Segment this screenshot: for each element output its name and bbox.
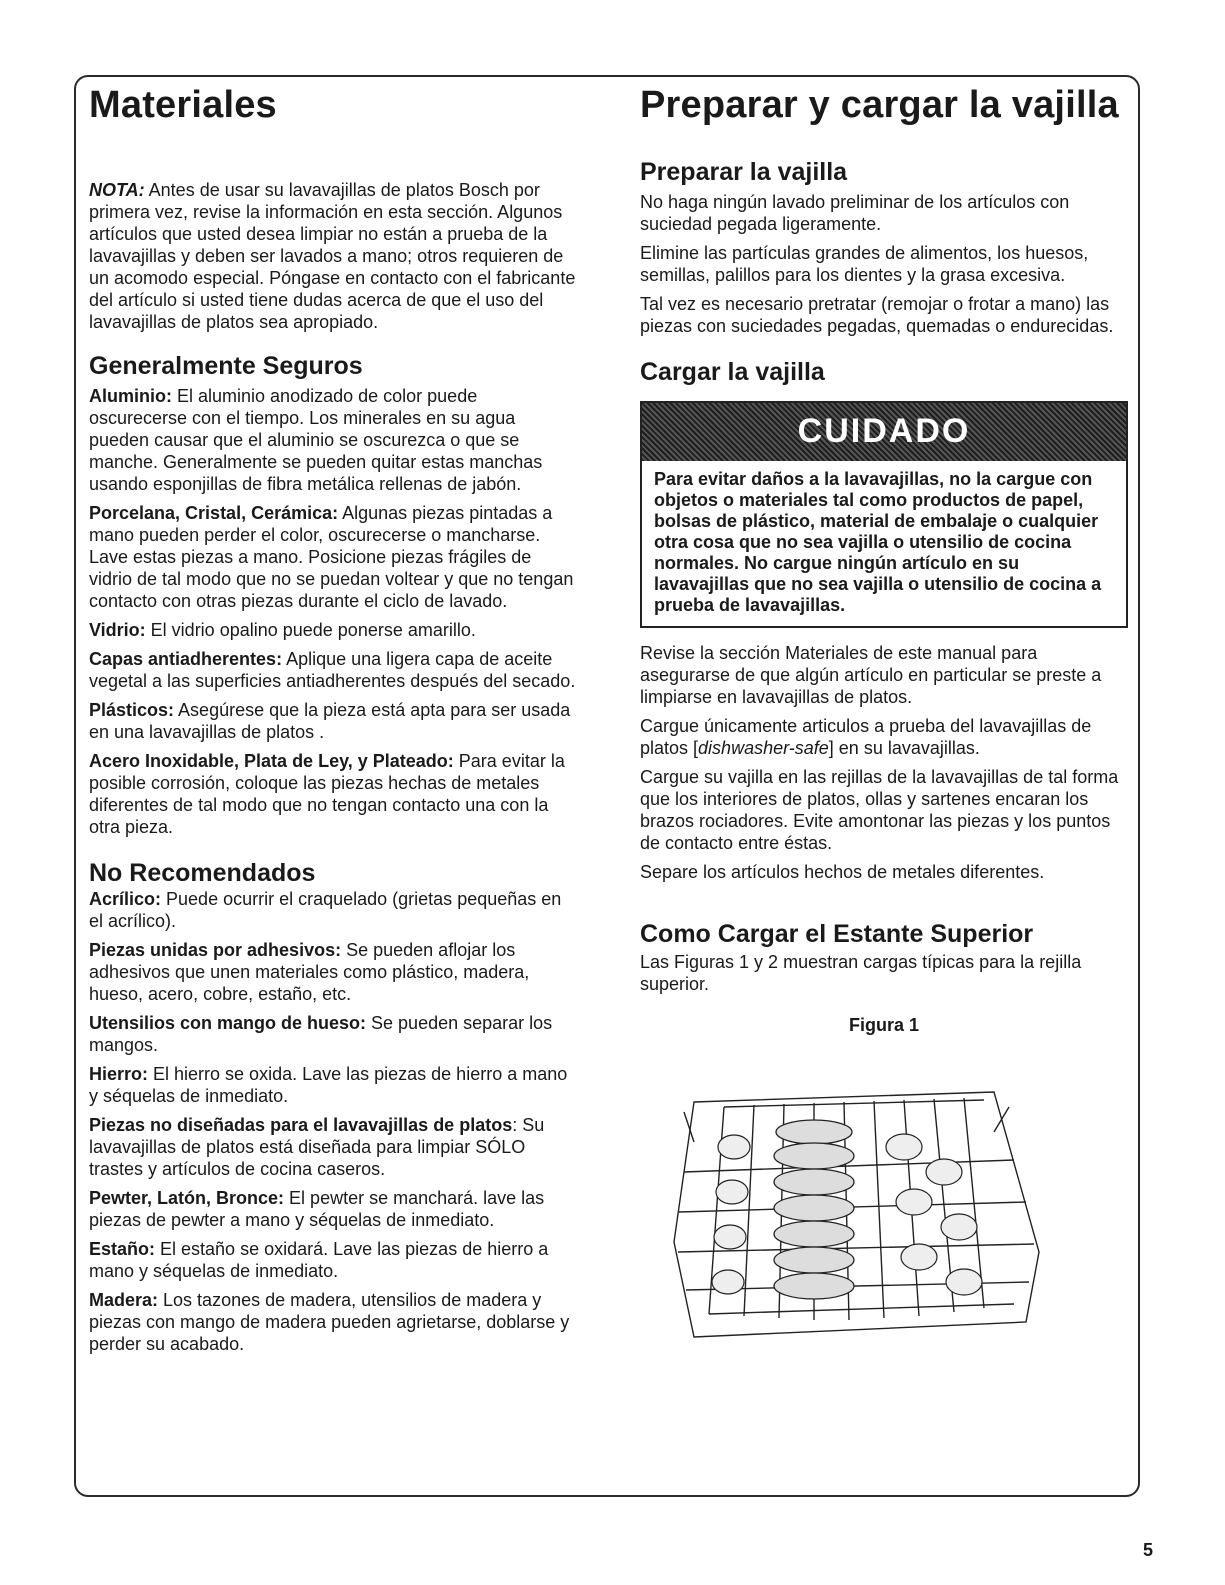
nota-label: NOTA: (89, 179, 145, 200)
material-description: Se pueden separar los mangos. (89, 1012, 553, 1055)
material-label: Madera: (89, 1289, 159, 1310)
prep-paragraph: Elimine las partículas grandes de alimentos, los huesos, semillas, palillos para los dientes y la grasa excesiva. (640, 242, 1089, 285)
caution-box (640, 401, 1128, 628)
material-description: Algunas piezas pintadas a mano pueden perder el color, oscurecerse o mancharse. Lave estas piezas a mano. Posicione piezas frágiles de vidrio de tal modo que no se puedan voltear y que no tengan contacto con otras piezas durante el ciclo de lavado. (89, 502, 574, 611)
material-item (89, 1012, 579, 1056)
material-description: Asegúrese que la pieza está apta para ser usada en una lavavajillas de platos . (89, 699, 571, 742)
upper-rack-illustration (664, 1052, 1044, 1342)
upper-rack-text: Las Figuras 1 y 2 muestran cargas típicas para la rejilla superior. (640, 951, 1082, 994)
nota-paragraph (89, 179, 579, 333)
material-description: : Su lavavajillas de platos está diseñada para limpiar SÓLO trastes y artículos de cocina caseros. (89, 1114, 545, 1179)
material-label: Plásticos: (89, 699, 175, 720)
material-label: Estaño: (89, 1238, 156, 1259)
material-item (89, 939, 579, 1005)
material-description: El aluminio anodizado de color puede oscurecerse con el tiempo. Los minerales en su agua pueden causar que el aluminio se oscurezca o que se manche. Generalmente se pueden quitar estas manchas usando esponjillas de fibra metálica rellenas de jabón. (89, 385, 543, 494)
dishwasher-safe-term: dishwasher-safe (698, 737, 829, 758)
material-label: Aluminio: (89, 385, 172, 406)
safe-items-list (89, 385, 579, 838)
load-paragraph: Revise la sección Materiales de este manual para asegurarse de que algún artículo en particular se preste a limpiarse en lavavajillas de platos. (640, 642, 1102, 707)
material-label: Pewter, Latón, Bronce: (89, 1187, 285, 1208)
page-number: 5 (1142, 1540, 1153, 1560)
estante-superior-heading: Como Cargar el Estante Superior (640, 919, 1034, 948)
material-item (89, 619, 579, 641)
material-label: Piezas unidas por adhesivos: (89, 939, 342, 960)
material-label: Piezas no diseñadas para el lavavajillas de platos (89, 1114, 513, 1135)
preparar-vajilla-heading: Preparar la vajilla (640, 157, 848, 186)
material-item (89, 1289, 579, 1355)
load-p2-end: ] en su lavavajillas. (828, 737, 980, 758)
material-item (89, 385, 579, 495)
material-label: Porcelana, Cristal, Cerámica: (89, 502, 339, 523)
no-recomendados-heading: No Recomendados (89, 858, 316, 887)
caution-title: CUIDADO (797, 412, 971, 451)
load-paragraph-dishwasher-safe (640, 715, 1128, 759)
material-item (89, 648, 579, 692)
material-label: Capas antiadherentes: (89, 648, 283, 669)
generalmente-seguros-heading: Generalmente Seguros (89, 351, 363, 380)
material-label: Vidrio: (89, 619, 146, 640)
material-label: Utensilios con mango de hueso: (89, 1012, 367, 1033)
material-description: El pewter se manchará. lave las piezas de pewter a mano y séquelas de inmediato. (89, 1187, 545, 1230)
nota-text: Antes de usar su lavavajillas de platos Bosch por primera vez, revise la información en esta sección. Algunos artículos que usted desea limpiar no están a prueba de la lavavajillas y deben ser lavados a mano; otros requieren de un acomodo especial. Póngase en contacto con el fabricante del artículo si usted tiene dudas acerca de que el uso del lavavajillas de platos sea apropiado. (89, 179, 576, 332)
material-description: El vidrio opalino puede ponerse amarillo. (145, 619, 476, 640)
material-item (89, 502, 579, 612)
material-item (89, 1238, 579, 1282)
material-item (89, 699, 579, 743)
material-label: Acrílico: (89, 888, 162, 909)
figure-caption: Figura 1 (848, 1014, 919, 1035)
cargar-vajilla-heading: Cargar la vajilla (640, 357, 825, 386)
left-column (89, 84, 579, 1362)
load-paragraph: Cargue su vajilla en las rejillas de la lavavajillas de tal forma que los interiores de platos, ollas y sartenes encaran los brazos rociadores. Evite amontonar las piezas y los puntos de contacto entre éstas. (640, 766, 1119, 853)
not-recommended-list (89, 888, 579, 1355)
caution-text: Para evitar daños a la lavavajillas, no la cargue con objetos o materiales tal como productos de papel, bolsas de plástico, material de embalaje o cualquier otra cosa que no sea vajilla o utensilio de cocina normales. No cargue ningún artículo en su lavavajillas que no sea vajilla o utensilio de cocina a prueba de lavavajillas. (654, 468, 1102, 615)
right-column (640, 84, 1128, 1342)
prep-paragraph: No haga ningún lavado preliminar de los artículos con suciedad pegada ligeramente. (640, 191, 1070, 234)
materiales-title: Materiales (89, 84, 277, 126)
material-description: Puede ocurrir el craquelado (grietas pequeñas en el acrílico). (89, 888, 562, 931)
material-description: Los tazones de madera, utensilios de madera y piezas con mango de madera pueden agrietarse, doblarse y perder su acabado. (89, 1289, 570, 1354)
prep-paragraph: Tal vez es necesario pretratar (remojar o frotar a mano) las piezas con suciedades pegadas, quemadas o endurecidas. (640, 293, 1114, 336)
material-description: El estaño se oxidará. Lave las piezas de hierro a mano y séquelas de inmediato. (89, 1238, 549, 1281)
load-paragraph: Separe los artículos hechos de metales diferentes. (640, 861, 1045, 882)
caution-header (642, 403, 1126, 461)
material-item (89, 1063, 579, 1107)
material-item (89, 1187, 579, 1231)
material-label: Hierro: (89, 1063, 149, 1084)
material-item (89, 1114, 579, 1180)
material-item (89, 888, 579, 932)
material-description: El hierro se oxida. Lave las piezas de hierro a mano y séquelas de inmediato. (89, 1063, 568, 1106)
load-p2-start: Cargue únicamente articulos a prueba del lavavajillas de platos [ (640, 715, 1092, 758)
material-item (89, 750, 579, 838)
preparar-cargar-title: Preparar y cargar la vajilla (640, 84, 1119, 126)
material-label: Acero Inoxidable, Plata de Ley, y Plateado: (89, 750, 454, 771)
material-description: Para evitar la posible corrosión, coloque las piezas hechas de metales diferentes de tal modo que no tengan contacto una con la otra pieza. (89, 750, 565, 837)
material-description: Aplique una ligera capa de aceite vegetal a las superficies antiadherentes después del secado. (89, 648, 576, 691)
material-description: Se pueden aflojar los adhesivos que unen materiales como plástico, madera, hueso, acero, cobre, estaño, etc. (89, 939, 530, 1004)
